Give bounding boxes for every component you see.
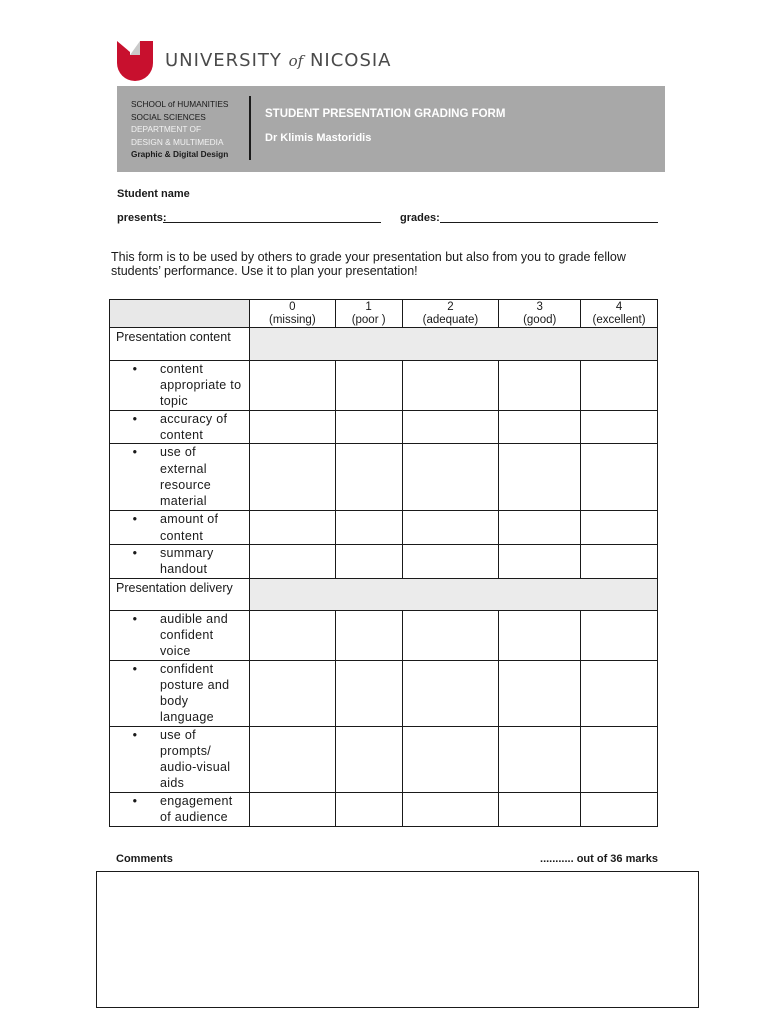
bullet-icon: • xyxy=(132,661,138,676)
school-line-2: SOCIAL SCIENCES xyxy=(131,111,206,122)
scale-header-row xyxy=(110,300,658,328)
grade-cell-3[interactable] xyxy=(499,361,581,411)
bullet-icon: • xyxy=(132,611,138,626)
section-row xyxy=(110,328,658,361)
grade-cell-2[interactable] xyxy=(402,361,499,411)
presents-field[interactable] xyxy=(163,222,381,223)
bullet-icon: • xyxy=(132,362,138,376)
grade-cell-2[interactable] xyxy=(402,444,499,511)
criterion-label: use of external resource material xyxy=(160,445,212,509)
grade-cell-3[interactable] xyxy=(499,726,581,792)
scale-header-3: 3 (good) xyxy=(499,300,581,328)
grade-cell-1[interactable] xyxy=(335,411,402,444)
comments-box[interactable] xyxy=(96,871,699,1008)
criterion-row xyxy=(110,726,658,792)
grade-cell-4[interactable] xyxy=(581,792,658,826)
criterion-label: confident posture and body language xyxy=(160,661,230,725)
grade-cell-4[interactable] xyxy=(581,444,658,511)
grade-cell-0[interactable] xyxy=(249,660,335,726)
bullet-icon: • xyxy=(132,545,138,560)
grade-cell-0[interactable] xyxy=(249,610,335,660)
grade-cell-2[interactable] xyxy=(402,792,499,826)
dept-line-1: DEPARTMENT OF xyxy=(131,124,202,134)
grade-cell-1[interactable] xyxy=(335,361,402,411)
grade-cell-4[interactable] xyxy=(581,511,658,544)
grade-cell-4[interactable] xyxy=(581,544,658,578)
program-name: Graphic & Digital Design xyxy=(131,149,229,159)
grade-cell-2[interactable] xyxy=(402,726,499,792)
header-banner xyxy=(117,86,665,172)
grade-cell-3[interactable] xyxy=(499,792,581,826)
criterion-row xyxy=(110,444,658,511)
form-author: Dr Klimis Mastoridis xyxy=(265,132,372,144)
scale-header-1: 1 (poor ) xyxy=(335,300,402,328)
criterion-label: accuracy of content xyxy=(160,412,228,443)
grade-cell-4[interactable] xyxy=(581,361,658,411)
grade-cell-2[interactable] xyxy=(402,411,499,444)
dept-line-2: DESIGN & MULTIMEDIA xyxy=(131,136,224,147)
bullet-icon: • xyxy=(132,412,138,426)
criterion-label: amount of content xyxy=(160,512,219,543)
grade-cell-2[interactable] xyxy=(402,511,499,544)
grade-cell-4[interactable] xyxy=(581,411,658,444)
comments-label: Comments xyxy=(116,853,173,865)
grade-cell-0[interactable] xyxy=(249,544,335,578)
section-row xyxy=(110,578,658,610)
section-fill xyxy=(249,328,657,361)
bullet-icon: • xyxy=(132,445,138,460)
grade-cell-0[interactable] xyxy=(249,726,335,792)
grade-cell-4[interactable] xyxy=(581,610,658,660)
grade-cell-1[interactable] xyxy=(335,444,402,511)
criterion-label: audible and confident voice xyxy=(160,611,228,659)
grade-cell-2[interactable] xyxy=(402,610,499,660)
section-title: Presentation content xyxy=(110,328,250,361)
presents-label: presents: xyxy=(117,212,167,224)
grades-field[interactable] xyxy=(440,222,658,223)
grading-table xyxy=(109,299,658,827)
section-title: Presentation delivery xyxy=(110,578,250,610)
scale-header-0: 0 (missing) xyxy=(249,300,335,328)
criterion-row xyxy=(110,411,658,444)
grade-cell-3[interactable] xyxy=(499,411,581,444)
grade-cell-3[interactable] xyxy=(499,660,581,726)
grade-cell-3[interactable] xyxy=(499,610,581,660)
grade-cell-3[interactable] xyxy=(499,444,581,511)
criterion-row xyxy=(110,660,658,726)
criterion-label: use of prompts/ audio-visual aids xyxy=(160,727,231,791)
student-name-label: Student name xyxy=(117,188,190,200)
criterion-row xyxy=(110,792,658,826)
bullet-icon: • xyxy=(132,793,138,808)
university-name: UNIVERSITY of NICOSIA xyxy=(165,50,392,71)
grade-cell-4[interactable] xyxy=(581,660,658,726)
criterion-row xyxy=(110,361,658,411)
department-info xyxy=(131,98,251,161)
section-fill xyxy=(249,578,657,610)
grade-cell-1[interactable] xyxy=(335,610,402,660)
criterion-row xyxy=(110,610,658,660)
grade-cell-4[interactable] xyxy=(581,726,658,792)
grade-cell-2[interactable] xyxy=(402,660,499,726)
criterion-row xyxy=(110,544,658,578)
criterion-row xyxy=(110,511,658,544)
grade-cell-3[interactable] xyxy=(499,511,581,544)
grade-cell-3[interactable] xyxy=(499,544,581,578)
grade-cell-0[interactable] xyxy=(249,411,335,444)
criterion-label: engagement of audience xyxy=(160,793,233,825)
grade-cell-0[interactable] xyxy=(249,444,335,511)
scale-header-4: 4 (excellent) xyxy=(581,300,658,328)
grade-cell-1[interactable] xyxy=(335,511,402,544)
marks-total: ........... out of 36 marks xyxy=(540,853,658,865)
grade-cell-1[interactable] xyxy=(335,660,402,726)
grade-cell-1[interactable] xyxy=(335,792,402,826)
banner-divider xyxy=(249,96,251,160)
bullet-icon: • xyxy=(132,727,138,742)
grade-cell-1[interactable] xyxy=(335,726,402,792)
university-shield-logo xyxy=(117,41,153,81)
criterion-label: content appropriate to topic xyxy=(160,362,242,409)
header-corner-cell xyxy=(110,300,250,328)
grade-cell-2[interactable] xyxy=(402,544,499,578)
form-title: STUDENT PRESENTATION GRADING FORM xyxy=(265,108,506,120)
criterion-label: summary handout xyxy=(160,545,214,577)
scale-header-2: 2 (adequate) xyxy=(402,300,499,328)
grade-cell-1[interactable] xyxy=(335,544,402,578)
grades-label: grades: xyxy=(400,212,440,224)
bullet-icon: • xyxy=(132,512,138,527)
intro-text: This form is to be used by others to grade your presentation but also from you to grade fellow students’ performance. Use it to plan your presentation! xyxy=(111,250,626,278)
grade-cell-0[interactable] xyxy=(249,511,335,544)
grade-cell-0[interactable] xyxy=(249,361,335,411)
grade-cell-0[interactable] xyxy=(249,792,335,826)
school-line-1: SCHOOL of HUMANITIES xyxy=(131,99,229,109)
